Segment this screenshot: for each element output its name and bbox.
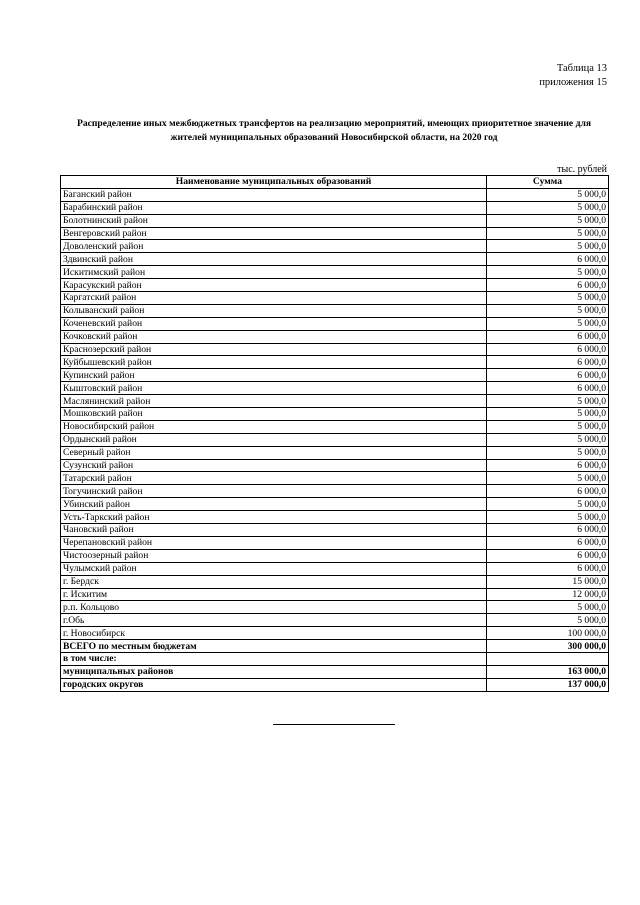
table-row [61, 485, 609, 498]
table-row [61, 459, 609, 472]
municipality-name-cell: Искитимский район [61, 266, 487, 279]
municipality-name-cell: Усть-Таркский район [61, 511, 487, 524]
amount-cell: 6 000,0 [487, 369, 609, 382]
amount-cell: 300 000,0 [487, 640, 609, 653]
amount-cell: 5 000,0 [487, 395, 609, 408]
municipality-name-cell: Чистоозерный район [61, 549, 487, 562]
document-header [539, 62, 607, 90]
amount-cell: 5 000,0 [487, 601, 609, 614]
amount-cell: 5 000,0 [487, 408, 609, 421]
document-title: Распределение иных межбюджетных трансфертов на реализацию мероприятий, имеющих приоритетное значение для жителей муниципальных образований Новосибирской области, на 2020 год [76, 118, 592, 143]
municipality-name-cell: Купинский район [61, 369, 487, 382]
municipality-name-cell: Венгеровский район [61, 227, 487, 240]
summary-row [61, 678, 609, 691]
table-row [61, 188, 609, 201]
municipality-name-cell: муниципальных районов [61, 665, 487, 678]
amount-cell: 5 000,0 [487, 433, 609, 446]
table-row [61, 601, 609, 614]
table-row [61, 472, 609, 485]
municipality-name-cell: Кочковский район [61, 330, 487, 343]
amount-cell: 5 000,0 [487, 498, 609, 511]
municipality-name-cell: Мошковский район [61, 408, 487, 421]
municipality-name-cell: Чановский район [61, 524, 487, 537]
amount-cell: 5 000,0 [487, 292, 609, 305]
table-row [61, 240, 609, 253]
municipality-name-cell: городских округов [61, 678, 487, 691]
amount-cell: 5 000,0 [487, 188, 609, 201]
table-row [61, 433, 609, 446]
municipality-name-cell: Черепановский район [61, 536, 487, 549]
amount-cell: 6 000,0 [487, 382, 609, 395]
amount-cell: 6 000,0 [487, 536, 609, 549]
municipality-name-cell: Чулымский район [61, 562, 487, 575]
table-row [61, 562, 609, 575]
table-row [61, 549, 609, 562]
municipality-name-cell: Куйбышевский район [61, 356, 487, 369]
amount-cell [487, 652, 609, 665]
municipality-name-cell: Здвинский район [61, 253, 487, 266]
table-row [61, 292, 609, 305]
municipality-name-cell: Болотнинский район [61, 214, 487, 227]
table-row [61, 279, 609, 292]
municipality-name-cell: Баганский район [61, 188, 487, 201]
summary-row [61, 652, 609, 665]
amount-cell: 100 000,0 [487, 627, 609, 640]
municipality-name-cell: Коченевский район [61, 317, 487, 330]
municipality-name-cell: Татарский район [61, 472, 487, 485]
municipality-name-cell: г. Новосибирск [61, 627, 487, 640]
municipality-name-cell: Убинский район [61, 498, 487, 511]
table-header-row [61, 176, 609, 189]
amount-cell: 6 000,0 [487, 343, 609, 356]
municipality-name-cell: ВСЕГО по местным бюджетам [61, 640, 487, 653]
municipality-name-cell: Карасукский район [61, 279, 487, 292]
table-row [61, 420, 609, 433]
table-row [61, 227, 609, 240]
table-row [61, 343, 609, 356]
table-row [61, 253, 609, 266]
footer-divider [273, 724, 395, 725]
table-row [61, 575, 609, 588]
amount-cell: 5 000,0 [487, 472, 609, 485]
municipality-name-cell: Доволенский район [61, 240, 487, 253]
table-row [61, 201, 609, 214]
table-row [61, 511, 609, 524]
amount-cell: 15 000,0 [487, 575, 609, 588]
table-row [61, 446, 609, 459]
amount-cell: 137 000,0 [487, 678, 609, 691]
amount-cell: 6 000,0 [487, 562, 609, 575]
municipality-name-cell: р.п. Кольцово [61, 601, 487, 614]
column-header-name: Наименование муниципальных образований [61, 176, 487, 189]
amount-cell: 12 000,0 [487, 588, 609, 601]
amount-cell: 6 000,0 [487, 524, 609, 537]
municipality-name-cell: г. Бердск [61, 575, 487, 588]
municipality-name-cell: Каргатский район [61, 292, 487, 305]
amount-cell: 5 000,0 [487, 266, 609, 279]
amount-cell: 6 000,0 [487, 279, 609, 292]
table-number-label: Таблица 13 [556, 63, 607, 74]
table-row [61, 498, 609, 511]
summary-row [61, 665, 609, 678]
table-row [61, 356, 609, 369]
table-row [61, 330, 609, 343]
table-row [61, 524, 609, 537]
municipality-name-cell: Кыштовский район [61, 382, 487, 395]
units-label: тыс. рублей [557, 164, 607, 175]
distribution-table [60, 175, 609, 692]
amount-cell: 5 000,0 [487, 446, 609, 459]
municipality-name-cell: Колыванский район [61, 304, 487, 317]
table-row [61, 395, 609, 408]
municipality-name-cell: Новосибирский район [61, 420, 487, 433]
municipality-name-cell: Маслянинский район [61, 395, 487, 408]
amount-cell: 5 000,0 [487, 227, 609, 240]
municipality-name-cell: Барабинский район [61, 201, 487, 214]
municipality-name-cell: Ордынский район [61, 433, 487, 446]
column-header-sum: Сумма [487, 176, 609, 189]
amount-cell: 5 000,0 [487, 304, 609, 317]
summary-row [61, 640, 609, 653]
municipality-name-cell: в том числе: [61, 652, 487, 665]
table-row [61, 614, 609, 627]
amount-cell: 5 000,0 [487, 201, 609, 214]
table-row [61, 369, 609, 382]
amount-cell: 5 000,0 [487, 614, 609, 627]
amount-cell: 6 000,0 [487, 356, 609, 369]
table-row [61, 536, 609, 549]
table-row [61, 304, 609, 317]
amount-cell: 5 000,0 [487, 317, 609, 330]
table-row [61, 266, 609, 279]
municipality-name-cell: г.Обь [61, 614, 487, 627]
municipality-name-cell: Тогучинский район [61, 485, 487, 498]
amount-cell: 6 000,0 [487, 253, 609, 266]
table-row [61, 214, 609, 227]
municipality-name-cell: Сузунский район [61, 459, 487, 472]
amount-cell: 163 000,0 [487, 665, 609, 678]
appendix-label: приложения 15 [539, 77, 607, 88]
table-row [61, 627, 609, 640]
amount-cell: 6 000,0 [487, 549, 609, 562]
amount-cell: 6 000,0 [487, 330, 609, 343]
table-row [61, 382, 609, 395]
table-row [61, 317, 609, 330]
amount-cell: 6 000,0 [487, 485, 609, 498]
municipality-name-cell: Краснозерский район [61, 343, 487, 356]
amount-cell: 5 000,0 [487, 511, 609, 524]
amount-cell: 6 000,0 [487, 459, 609, 472]
municipality-name-cell: Северный район [61, 446, 487, 459]
table-row [61, 588, 609, 601]
municipality-name-cell: г. Искитим [61, 588, 487, 601]
amount-cell: 5 000,0 [487, 214, 609, 227]
amount-cell: 5 000,0 [487, 240, 609, 253]
amount-cell: 5 000,0 [487, 420, 609, 433]
table-row [61, 408, 609, 421]
